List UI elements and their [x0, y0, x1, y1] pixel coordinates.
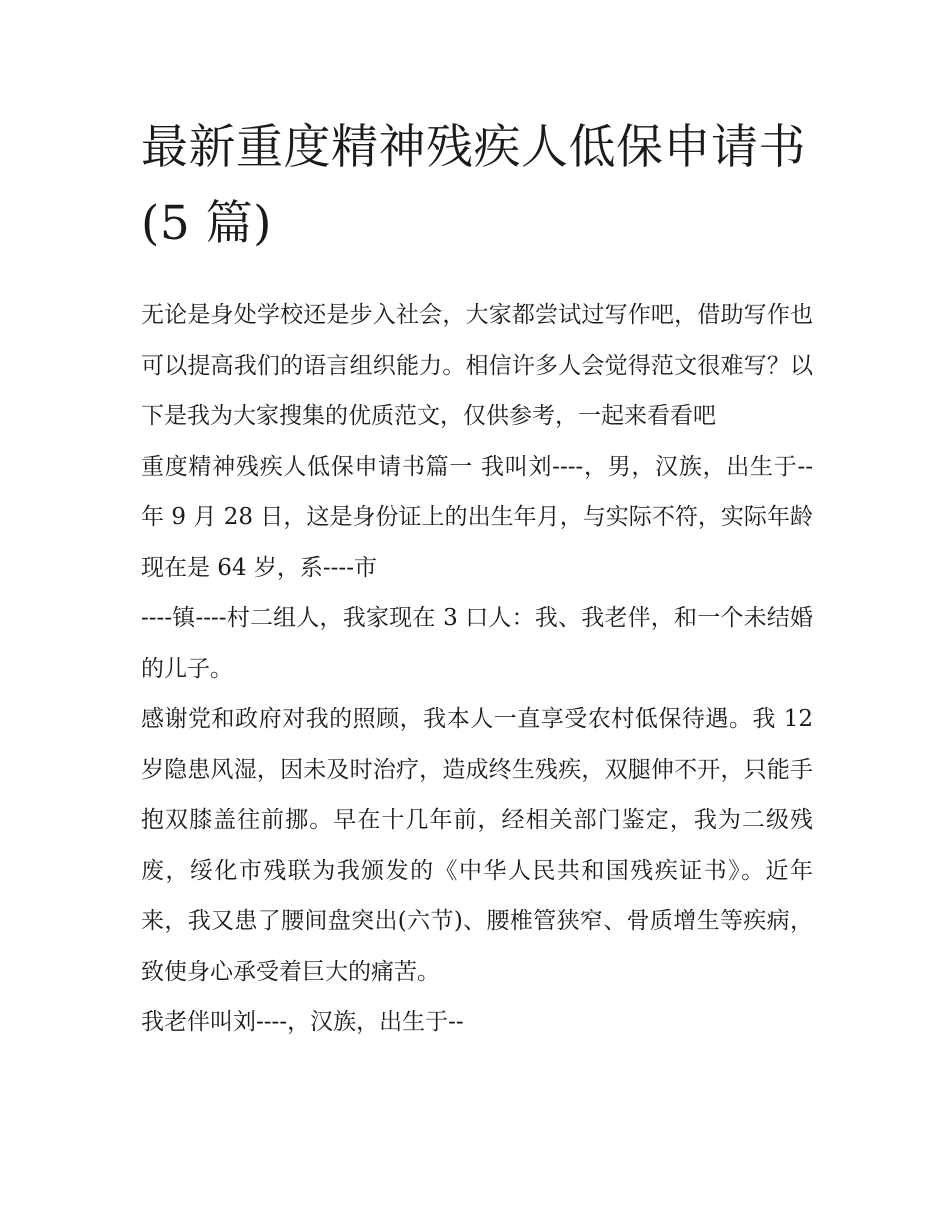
document-body [141, 290, 813, 1048]
paragraph-household: ----镇----村二组人，我家现在 3 口人：我、我老伴，和一个未结婚的儿子。 [141, 605, 813, 682]
document-title: 最新重度精神残疾人低保申请书(5 篇) [141, 120, 806, 251]
paragraph-applicant: 重度精神残疾人低保申请书篇一 我叫刘----，男，汉族，出生于--年 9 月 28 日，这是身份证上的出生年月，与实际不符，实际年龄现在是 64 岁，系----市 [141, 453, 813, 581]
paragraph-intro: 无论是身处学校还是步入社会，大家都尝试过写作吧，借助写作也可以提高我们的语言组织能力。相信许多人会觉得范文很难写？以下是我为大家搜集的优质范文，仅供参考，一起来看看吧 [141, 302, 813, 429]
paragraph-spouse: 我老伴叫刘----，汉族，出生于-- [141, 1009, 464, 1035]
paragraph-condition: 感谢党和政府对我的照顾，我本人一直享受农村低保待遇。我 12 岁隐患风湿，因未及时治疗，造成终生残疾，双腿伸不开，只能手抱双膝盖往前挪。早在十几年前，经相关部门鉴定，我为二级残废，绥化市残联为我颁发的《中华人民共和国残疾证书》。近年来，我又患了腰间盘突出(六节)、腰椎管狭窄、骨质增生等疾病，致使身心承受着巨大的痛苦。 [141, 706, 813, 985]
document-page [141, 110, 813, 1048]
